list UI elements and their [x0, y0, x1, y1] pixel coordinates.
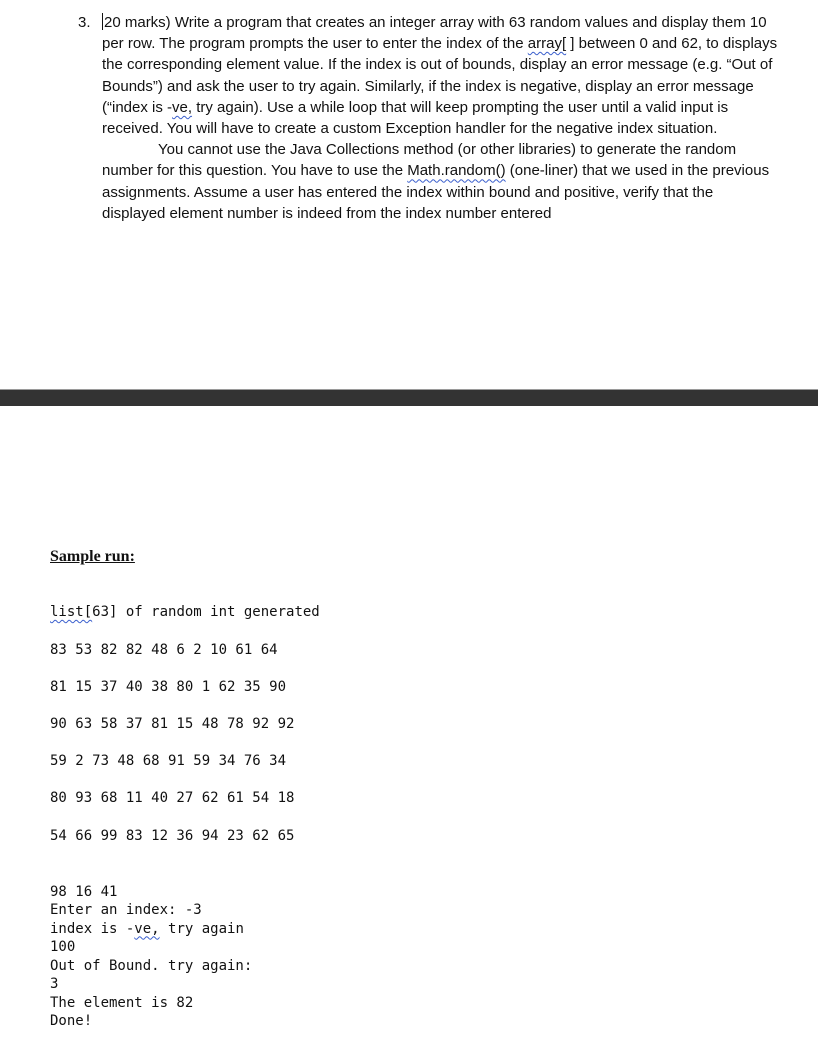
- console-output: [50, 864, 252, 1049]
- console-line: [50, 920, 252, 939]
- question-text: You cannot use the Java Collections method (or other libraries) to generate the random number for this question. You have to use the: [102, 141, 737, 180]
- console-line: Done!: [50, 1013, 93, 1029]
- question-body: [102, 12, 778, 224]
- list-header-text: 63] of random int generated: [92, 604, 320, 620]
- spellcheck-word: list[: [50, 604, 93, 620]
- question-paragraph-2: [102, 139, 778, 224]
- question-paragraph-1: [102, 12, 778, 139]
- console-line: 100: [50, 939, 76, 955]
- question-text: 20 marks) Write a program that creates an integer array with 63 random values and display them 10 per row. The program prompts the user to enter the index of the: [102, 14, 767, 53]
- console-line: 3: [50, 976, 59, 992]
- sample-run-heading: Sample run:: [50, 548, 135, 565]
- spellcheck-word: Math.random(): [407, 162, 506, 180]
- question-block: [78, 12, 778, 224]
- spellcheck-word: array[: [527, 35, 567, 53]
- array-row: 83 53 82 82 48 6 2 10 61 64: [50, 642, 278, 658]
- text-cursor-icon: [102, 13, 103, 30]
- console-line: Out of Bound. try again:: [50, 957, 253, 974]
- console-text: index is -: [50, 920, 135, 937]
- console-text: try again: [159, 920, 244, 937]
- page-separator-band: [0, 389, 818, 406]
- spellcheck-word: ve,: [134, 920, 160, 937]
- list-header: [50, 603, 320, 622]
- console-line: The element is 82: [50, 994, 194, 1011]
- question-text: (one-liner) that we used in the previous assignments. Assume a user has entered the index within bound and positive, verify that the displayed element number is indeed from the index number entered: [102, 162, 770, 222]
- array-row: 59 2 73 48 68 91 59 34 76 34: [50, 753, 287, 769]
- array-row: 90 63 58 37 81 15 48 78 92 92: [50, 716, 295, 732]
- array-row: 80 93 68 11 40 27 62 61 54 18: [50, 790, 295, 806]
- array-row: 81 15 37 40 38 80 1 62 35 90: [50, 679, 287, 695]
- console-line: 98 16 41: [50, 883, 118, 900]
- question-number: 3.: [78, 14, 91, 31]
- spellcheck-word: ve,: [172, 98, 193, 116]
- question-text: try again). Use a while loop that will keep prompting the user until a valid input is received. You will have to create a custom Exception handler for the negative index situation.: [102, 98, 729, 138]
- array-row: 54 66 99 83 12 36 94 23 62 65: [50, 828, 295, 844]
- question-text: ] between 0 and 62, to displays the corresponding element value. If the index is out of bounds, display an error message (e.g. “Out of Bounds”) and ask the user to try again. Similarly, if the index is negative, display an error message (“index is -: [102, 35, 778, 116]
- console-line: Enter an index: -3: [50, 902, 202, 918]
